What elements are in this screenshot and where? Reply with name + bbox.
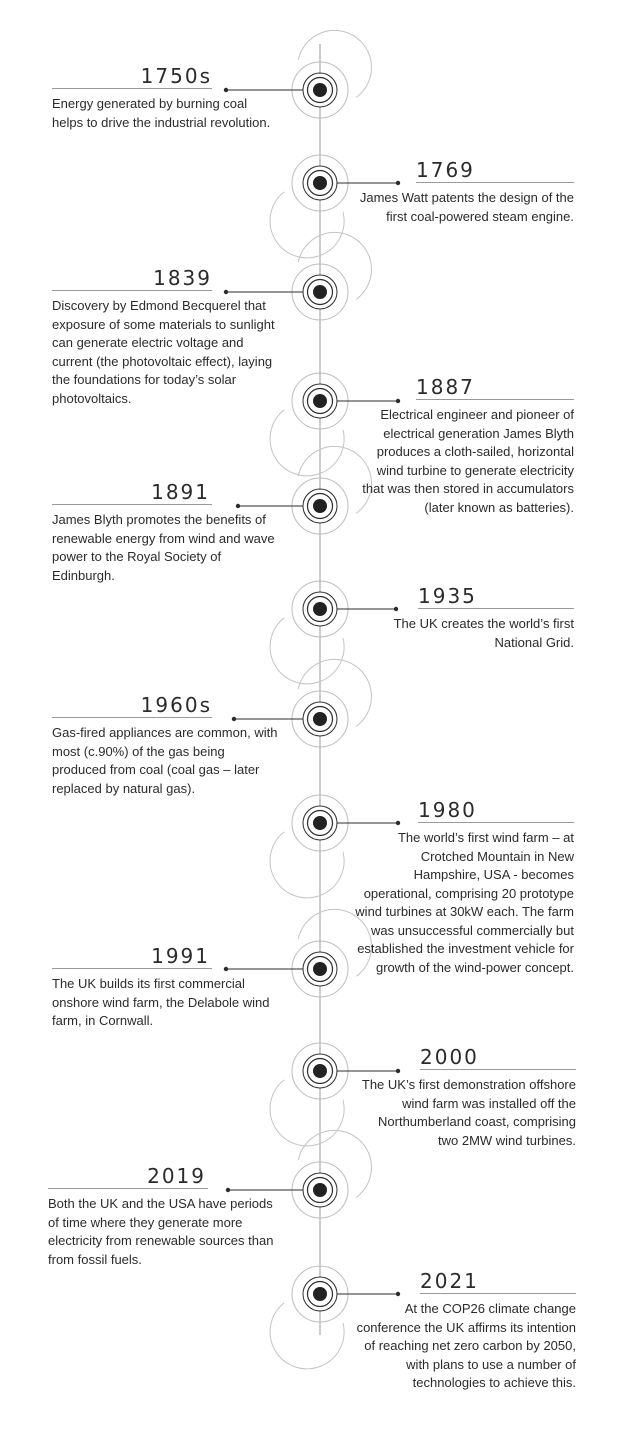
timeline-event-2000 [356, 1045, 576, 1150]
timeline-event-1839 [52, 266, 280, 408]
event-divider [48, 1188, 208, 1189]
node-center-dot [313, 83, 327, 97]
node-center-dot [313, 499, 327, 513]
event-year: 1991 [151, 944, 210, 968]
node-outer-ring [270, 618, 344, 684]
event-year: 1960s [140, 693, 212, 717]
timeline-event-1991 [52, 944, 278, 1031]
event-year: 1839 [153, 266, 212, 290]
event-year: 1769 [416, 158, 475, 182]
event-divider [52, 504, 212, 505]
timeline-event-1980 [354, 798, 574, 977]
event-divider [52, 290, 212, 291]
timeline-event-1935 [364, 584, 574, 652]
event-year: 1891 [151, 480, 210, 504]
event-description: The UK creates the world’s first National Grid. [393, 616, 574, 650]
event-year: 2000 [420, 1045, 479, 1069]
node-center-dot [313, 176, 327, 190]
event-divider [52, 88, 212, 89]
event-description: Discovery by Edmond Becquerel that exposure of some materials to sunlight can generate electric voltage and current (the photovoltaic effect), laying the foundations for today’s solar photovoltaics. [52, 298, 275, 406]
timeline-event-1769 [358, 158, 574, 226]
node-outer-ring [270, 1080, 344, 1146]
node-outer-ring [270, 192, 344, 258]
node-center-dot [313, 1064, 327, 1078]
event-description: Gas-fired appliances are common, with most (c.90%) of the gas being produced from coal (coal gas – later replaced by natural gas). [52, 725, 278, 796]
timeline-event-1891 [52, 480, 278, 585]
event-divider [420, 1069, 576, 1070]
node-center-dot [313, 712, 327, 726]
event-year: 1750s [140, 64, 212, 88]
event-description: James Watt patents the design of the first coal-powered steam engine. [359, 190, 574, 224]
node-outer-ring [270, 410, 344, 476]
node-center-dot [313, 602, 327, 616]
event-divider [416, 182, 574, 183]
event-description: At the COP26 climate change conference the UK affirms its intention of reaching net zero carbon by 2050, with plans to use a number of technologies to achieve this. [356, 1301, 576, 1390]
event-year: 2021 [420, 1269, 479, 1293]
event-year: 1980 [418, 798, 477, 822]
event-description: Energy generated by burning coal helps to drive the industrial revolution. [52, 96, 271, 130]
event-description: James Blyth promotes the benefits of renewable energy from wind and wave power to the Royal Society of Edinburgh. [52, 512, 275, 583]
node-center-dot [313, 285, 327, 299]
node-center-dot [313, 1287, 327, 1301]
event-divider [418, 608, 574, 609]
event-description: Both the UK and the USA have periods of time where they generate more electricity from renewable sources than from fossil fuels. [48, 1196, 274, 1267]
node-center-dot [313, 962, 327, 976]
event-divider [52, 717, 212, 718]
timeline-event-1750s [52, 64, 274, 132]
event-year: 1935 [418, 584, 477, 608]
node-center-dot [313, 1183, 327, 1197]
timeline-event-2019 [48, 1164, 274, 1269]
event-divider [416, 399, 574, 400]
timeline-event-1887 [358, 375, 574, 517]
timeline-event-2021 [356, 1269, 576, 1393]
node-outer-ring [270, 1303, 344, 1369]
event-divider [52, 968, 212, 969]
timeline-event-1960s [52, 693, 278, 798]
node-center-dot [313, 394, 327, 408]
event-description: Electrical engineer and pioneer of electrical generation James Blyth produces a cloth-sailed, horizontal wind turbine to generate electricity that was then stored in accumulators (later known as batteries). [362, 407, 574, 515]
node-center-dot [313, 816, 327, 830]
node-outer-ring [270, 832, 344, 898]
event-description: The UK builds its first commercial onshore wind farm, the Delabole wind farm, in Cornwall. [52, 976, 270, 1028]
event-description: The world’s first wind farm – at Crotched Mountain in New Hampshire, USA - becomes operational, comprising 20 prototype wind turbines at 30kW each. The farm was unsuccessful commercially but established the investment vehicle for growth of the wind-power concept. [355, 830, 574, 975]
event-divider [420, 1293, 576, 1294]
event-description: The UK’s first demonstration offshore wind farm was installed off the Northumberland coast, comprising two 2MW wind turbines. [361, 1077, 576, 1148]
event-year: 1887 [416, 375, 475, 399]
event-divider [418, 822, 574, 823]
event-year: 2019 [147, 1164, 206, 1188]
